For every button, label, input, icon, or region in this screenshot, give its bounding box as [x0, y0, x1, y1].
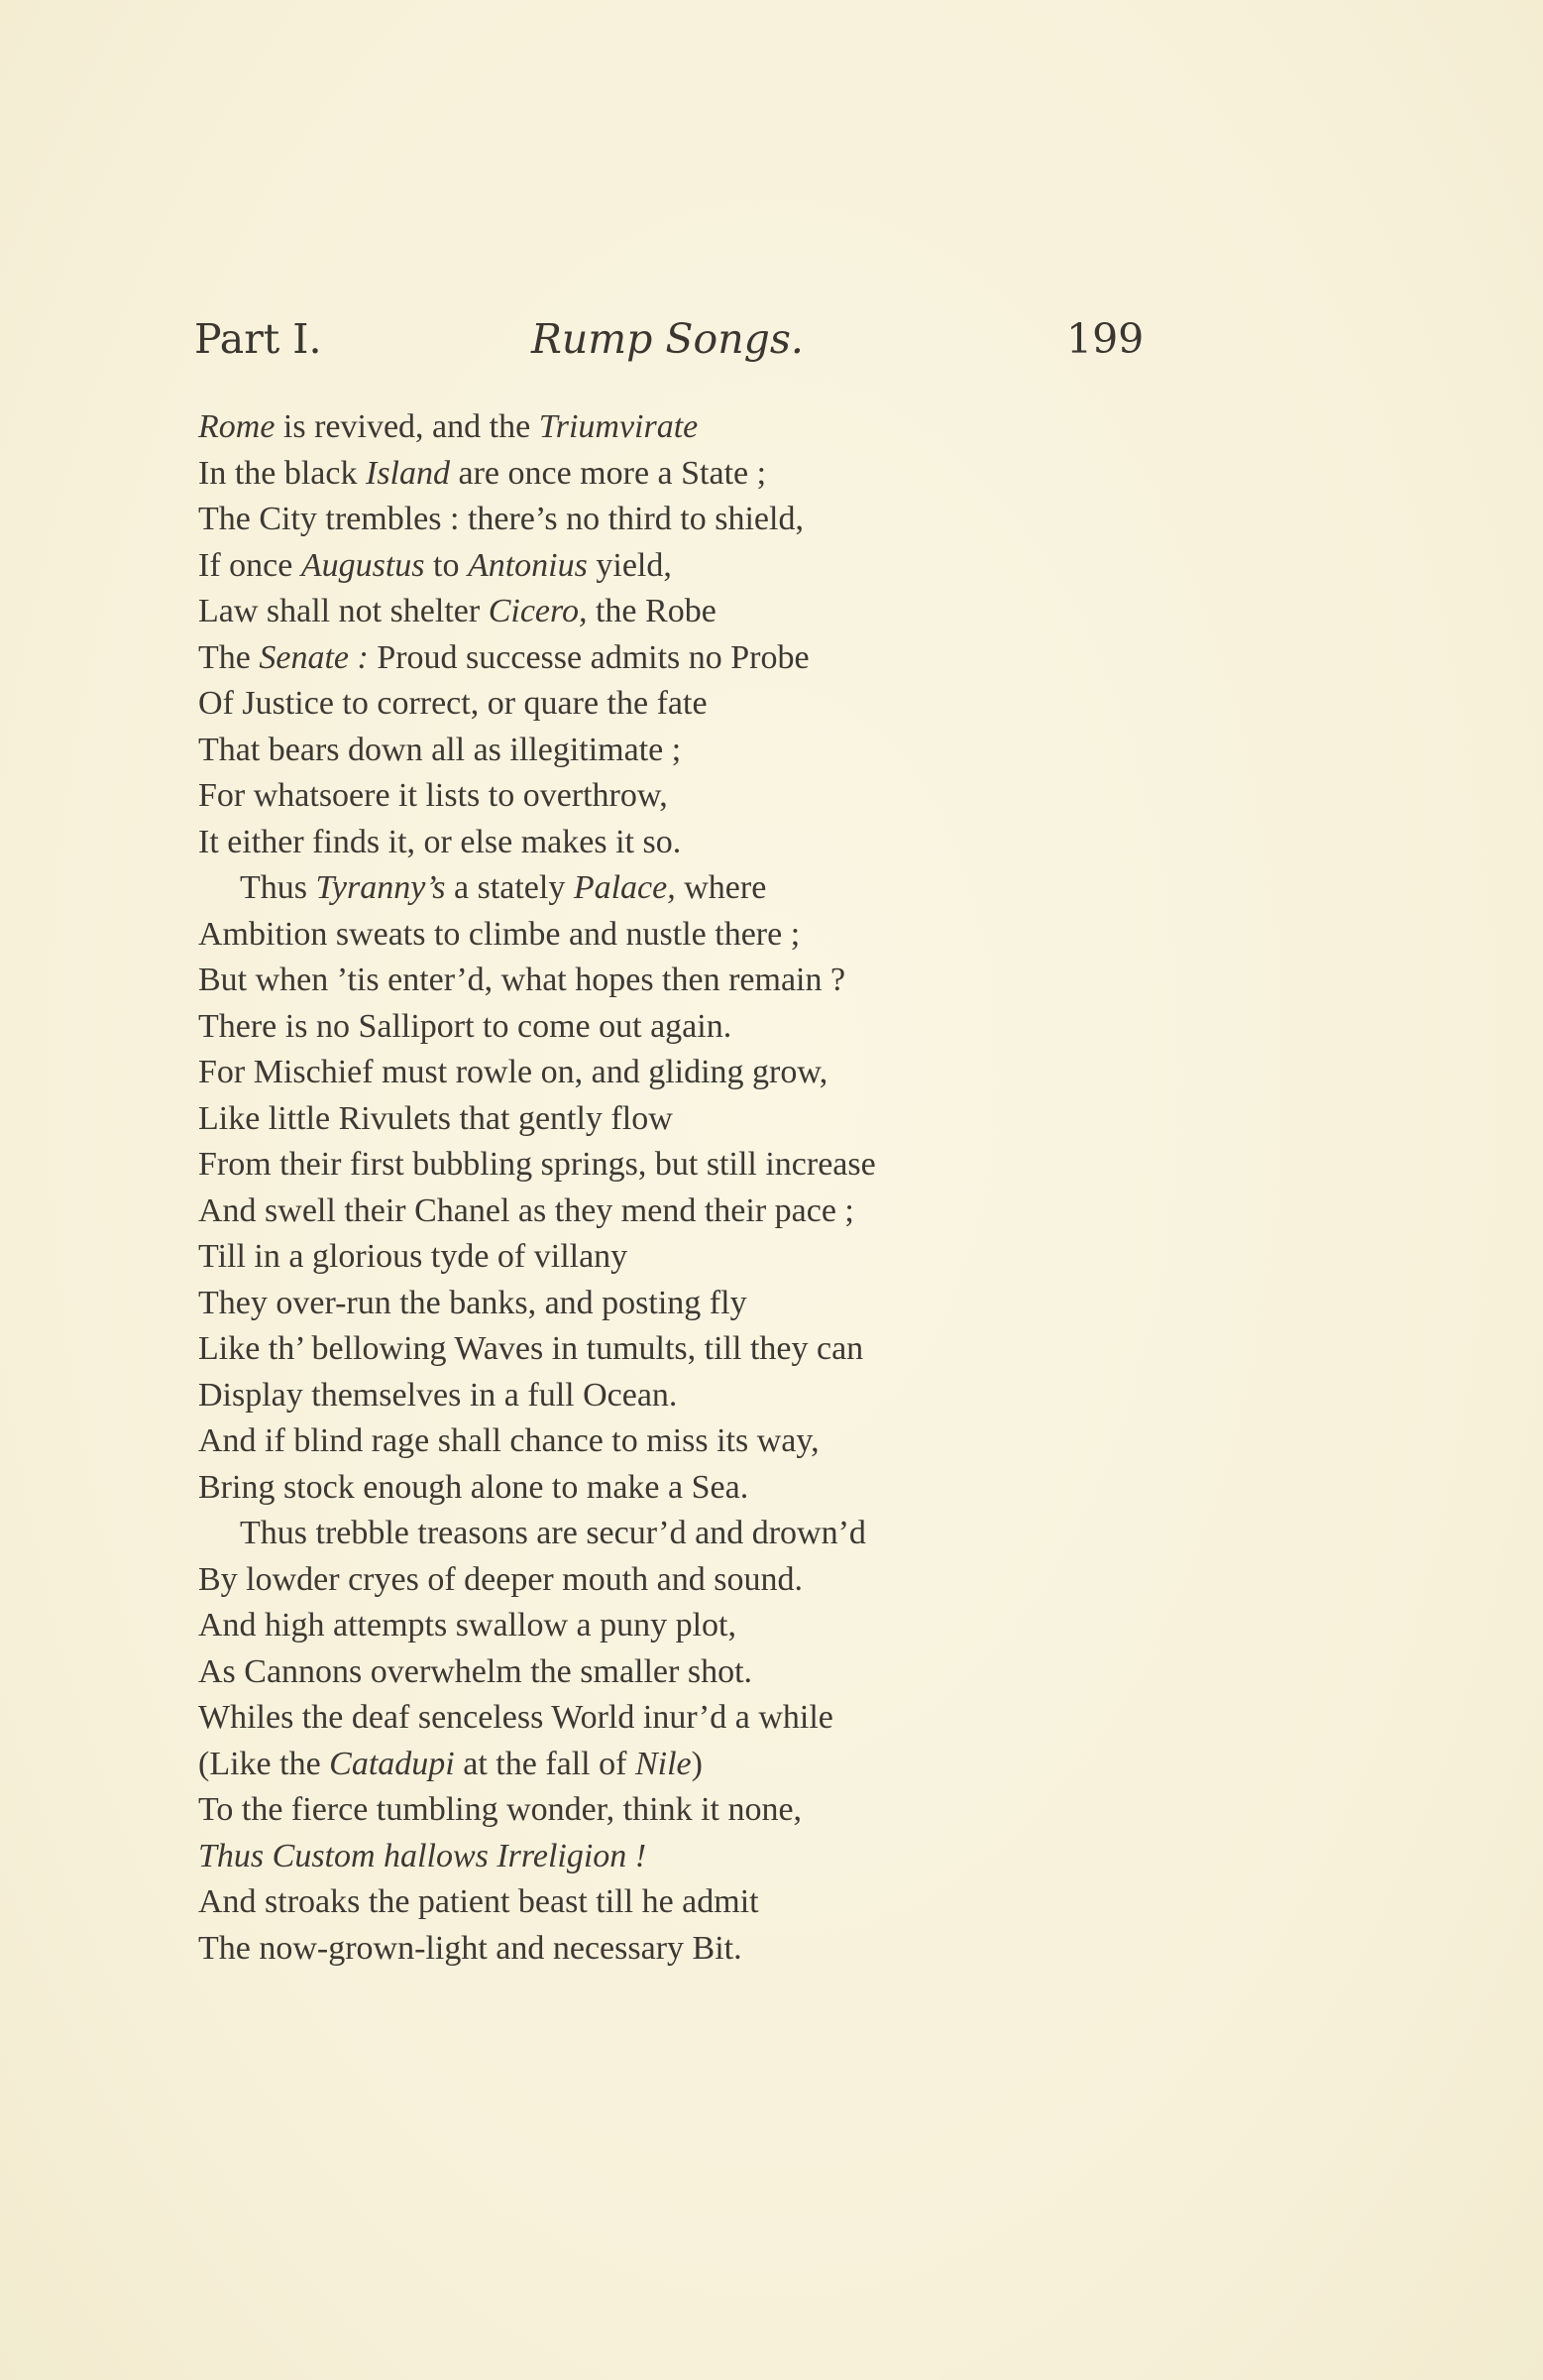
poem-line — [198, 865, 1090, 912]
part-label: Part I. — [194, 315, 322, 363]
poem-line — [198, 820, 1090, 866]
line-text: Ambition sweats to climbe and nustle there ; — [198, 915, 801, 953]
poem-line — [198, 1834, 1090, 1880]
line-text: ) — [691, 1745, 703, 1782]
section-title: Rump Songs. — [531, 315, 804, 363]
line-text: a stately — [445, 869, 574, 906]
italic-text: Tyranny’s — [315, 869, 446, 906]
line-text: is revived, and the — [275, 408, 539, 445]
line-text: Like little Rivulets that gently flow — [198, 1099, 673, 1137]
line-text: the Robe — [587, 593, 716, 629]
poem-line — [198, 404, 1090, 451]
line-text: As Cannons overwhelm the smaller shot. — [198, 1652, 753, 1690]
poem-line — [198, 728, 1090, 774]
italic-text: Rome — [198, 408, 276, 445]
line-text: Bring stock enough alone to make a Sea. — [198, 1468, 749, 1506]
poem-line — [198, 635, 1090, 682]
line-text: Of Justice to correct, or quare the fate — [198, 685, 708, 722]
line-text: For whatsoere it lists to overthrow, — [198, 777, 668, 814]
line-text: Like th’ bellowing Waves in tumults, till they can — [198, 1330, 864, 1367]
line-text: at the fall of — [454, 1745, 635, 1782]
line-text: Whiles the deaf senceless World inur’d a while — [198, 1699, 833, 1736]
line-text: to — [424, 546, 468, 584]
poem-line — [198, 1326, 1090, 1373]
line-text: If once — [198, 546, 301, 584]
poem-line — [198, 1649, 1090, 1696]
poem-line — [198, 1234, 1090, 1281]
line-text: are once more a State ; — [450, 454, 767, 492]
page-number: 199 — [1066, 315, 1145, 363]
poem-line — [198, 451, 1090, 498]
poem-line — [198, 543, 1090, 590]
poem-line — [198, 1926, 1090, 1973]
line-text: where — [675, 869, 767, 906]
poem-line — [198, 1096, 1090, 1143]
poem-line — [198, 1695, 1090, 1742]
line-text: yield, — [587, 546, 672, 584]
poem-line — [198, 1004, 1090, 1051]
line-text: The now-grown-light and necessary Bit. — [198, 1929, 742, 1967]
line-text: Thus trebble treasons are secur’d and drown’d — [240, 1515, 866, 1551]
italic-text: Catadupi — [329, 1745, 455, 1782]
line-text: The — [198, 638, 260, 676]
poem-line — [198, 1879, 1090, 1926]
poem-line — [198, 1742, 1090, 1788]
poem-line — [198, 1787, 1090, 1834]
poem-line — [198, 1142, 1090, 1189]
poem-line — [198, 1373, 1090, 1419]
poem-line — [198, 1050, 1090, 1096]
line-text: In the black — [198, 454, 366, 492]
line-text: But when ’tis enter’d, what hopes then remain ? — [198, 962, 846, 998]
italic-text: Island — [366, 454, 450, 492]
italic-text: Cicero, — [488, 593, 588, 629]
line-text: That bears down all as illegitimate ; — [198, 731, 682, 768]
line-text: The City trembles : there’s no third to shield, — [198, 501, 804, 537]
poem-line — [198, 1557, 1090, 1604]
line-text: And high attempts swallow a puny plot, — [198, 1607, 737, 1643]
poem-line — [198, 1465, 1090, 1512]
poem-line — [198, 497, 1090, 543]
line-text: (Like the — [198, 1745, 330, 1782]
line-text: Display themselves in a full Ocean. — [198, 1376, 678, 1414]
line-text: And swell their Chanel as they mend their pace ; — [198, 1191, 854, 1229]
line-text: From their first bubbling springs, but still increase — [198, 1146, 876, 1183]
italic-text: Thus Custom hallows Irreligion ! — [198, 1837, 647, 1874]
poem-line — [198, 773, 1090, 820]
poem-line — [198, 912, 1090, 959]
line-text: Till in a glorious tyde of villany — [198, 1238, 628, 1275]
italic-text: Nile — [634, 1745, 692, 1782]
line-text: There is no Salliport to come out again. — [198, 1007, 732, 1045]
running-header — [194, 315, 1146, 375]
poem-line — [198, 1511, 1090, 1557]
poem-line — [198, 1281, 1090, 1327]
line-text: By lowder cryes of deeper mouth and sound. — [198, 1560, 803, 1598]
italic-text: Senate : — [259, 638, 369, 676]
poem-line — [198, 1603, 1090, 1649]
line-text: It either finds it, or else makes it so. — [198, 823, 682, 860]
line-text: Thus — [240, 869, 316, 906]
line-text: For Mischief must rowle on, and gliding grow, — [198, 1054, 828, 1090]
poem-line — [198, 589, 1090, 635]
line-text: And stroaks the patient beast till he admit — [198, 1883, 759, 1920]
italic-text: Triumvirate — [538, 408, 699, 445]
line-text: Proud successe admits no Probe — [368, 638, 810, 676]
italic-text: Antonius — [467, 546, 588, 584]
line-text: They over-run the banks, and posting fly — [198, 1284, 747, 1321]
italic-text: Palace, — [573, 869, 676, 906]
line-text: Law shall not shelter — [198, 593, 489, 629]
poem-line — [198, 1418, 1090, 1465]
poem-line — [198, 1189, 1090, 1235]
poem-line — [198, 681, 1090, 728]
poem-text — [198, 404, 1090, 1972]
line-text: To the fierce tumbling wonder, think it none, — [198, 1791, 803, 1828]
poem-line — [198, 958, 1090, 1004]
line-text: And if blind rage shall chance to miss its way, — [198, 1422, 820, 1459]
italic-text: Augustus — [300, 546, 425, 584]
